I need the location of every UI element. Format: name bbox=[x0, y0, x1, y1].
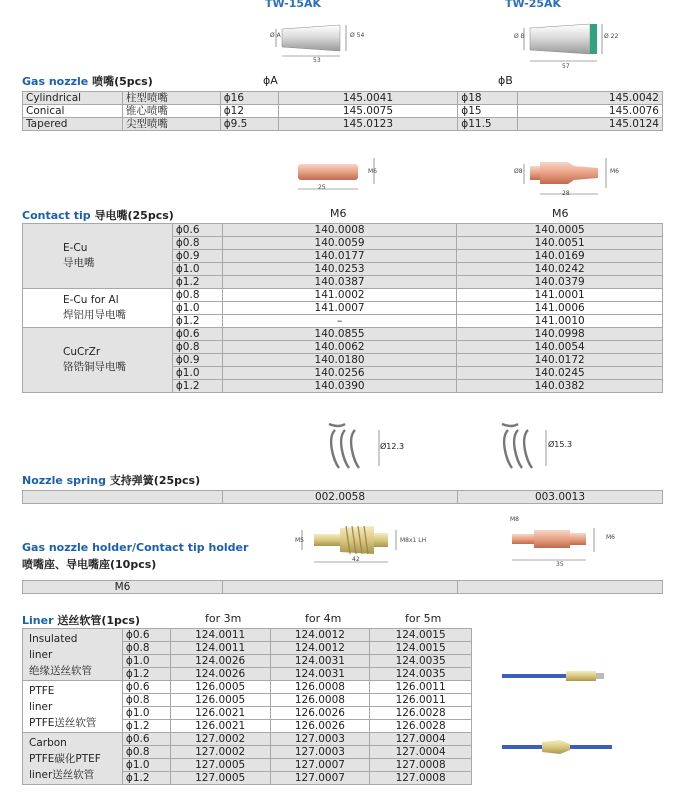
row-dia: ϕ0.6 bbox=[172, 224, 222, 237]
holder-b-len: 35 bbox=[556, 561, 564, 568]
tip-b-drawing bbox=[510, 150, 630, 206]
tip-a-drawing bbox=[290, 152, 400, 202]
row-part-5m: 124.0035 bbox=[370, 655, 472, 668]
row-part-b: 140.0998 bbox=[457, 328, 663, 341]
holder-b-m8: M8 bbox=[510, 516, 519, 523]
row-dia: ϕ1.2 bbox=[172, 380, 222, 393]
holder-a-m5: M5 bbox=[295, 537, 304, 544]
liner-col-5m: for 5m bbox=[405, 612, 442, 625]
table-row bbox=[23, 733, 472, 746]
model-b-title: TW-25AK bbox=[505, 0, 562, 10]
row-part-3m: 127.0005 bbox=[170, 772, 270, 785]
row-part-a: 140.0180 bbox=[222, 354, 457, 367]
row-part-b: 141.0001 bbox=[457, 289, 663, 302]
row-part-3m: 124.0011 bbox=[170, 629, 270, 642]
liner-title-cn: 送丝软管(1pcs) bbox=[57, 614, 140, 627]
row-part-b: 145.0124 bbox=[518, 118, 663, 131]
table-row bbox=[23, 629, 472, 642]
group-name-cn: 焊铝用导电嘴 bbox=[63, 309, 126, 321]
tip-a-thread: M6 bbox=[368, 168, 377, 175]
row-part-3m: 126.0021 bbox=[170, 720, 270, 733]
tip-group-label bbox=[23, 328, 173, 393]
nozzle-b-dim-22: Ø 22 bbox=[604, 33, 619, 40]
row-dia: ϕ0.8 bbox=[172, 289, 222, 302]
row-part-5m: 127.0004 bbox=[370, 746, 472, 759]
row-dia-b: ϕ11.5 bbox=[458, 118, 518, 131]
nozzle-b-dim-len: 57 bbox=[562, 63, 570, 70]
row-part-a: 140.0855 bbox=[222, 328, 457, 341]
row-part-3m: 126.0021 bbox=[170, 707, 270, 720]
row-part-4m: 127.0007 bbox=[270, 772, 370, 785]
row-part-3m: 126.0005 bbox=[170, 694, 270, 707]
row-part-5m: 124.0015 bbox=[370, 642, 472, 655]
row-part-5m: 126.0028 bbox=[370, 707, 472, 720]
row-name-en: Tapered bbox=[23, 118, 123, 131]
row-dia: ϕ1.2 bbox=[172, 276, 222, 289]
row-part-b: 140.0169 bbox=[457, 250, 663, 263]
row-part-a: 140.0177 bbox=[222, 250, 457, 263]
row-part-a: 145.0041 bbox=[278, 92, 458, 105]
row-part-3m: 127.0002 bbox=[170, 733, 270, 746]
row-part-4m: 126.0026 bbox=[270, 720, 370, 733]
row-dia: ϕ0.6 bbox=[172, 328, 222, 341]
row-part-b: 140.0379 bbox=[457, 276, 663, 289]
row-part-4m: 126.0008 bbox=[270, 694, 370, 707]
contact-tip-title-cn: 导电嘴(25pcs) bbox=[94, 209, 174, 222]
row-part-a: 140.0059 bbox=[222, 237, 457, 250]
row-part-5m: 124.0015 bbox=[370, 629, 472, 642]
row-dia: ϕ1.0 bbox=[122, 707, 170, 720]
gas-nozzle-heading bbox=[22, 73, 153, 89]
holder-a-m8: M8x1 LH bbox=[400, 537, 427, 544]
row-part-3m: 124.0026 bbox=[170, 655, 270, 668]
group-name-line: liner送丝软管 bbox=[29, 768, 95, 781]
row-dia: ϕ0.8 bbox=[122, 694, 170, 707]
row-dia: ϕ1.2 bbox=[122, 772, 170, 785]
tip-group-label bbox=[23, 289, 173, 328]
nozzle-a-dim-b: Ø 54 bbox=[350, 32, 365, 39]
tip-group-label bbox=[23, 224, 173, 289]
liner-group-label bbox=[23, 681, 123, 733]
row-dia-b: ϕ15 bbox=[458, 105, 518, 118]
group-name-line: PTFE bbox=[29, 684, 55, 697]
row-part-b: 140.0382 bbox=[457, 380, 663, 393]
liner-table bbox=[22, 628, 472, 785]
row-part-b: 145.0076 bbox=[518, 105, 663, 118]
row-part-5m: 126.0011 bbox=[370, 681, 472, 694]
table-row bbox=[23, 92, 663, 105]
liner-col-4m: for 4m bbox=[305, 612, 342, 625]
nozzle-a-dim-a: Ø A bbox=[270, 32, 281, 39]
row-part-3m: 127.0005 bbox=[170, 759, 270, 772]
row-part-5m: 126.0028 bbox=[370, 720, 472, 733]
row-part-a: 141.0007 bbox=[222, 302, 457, 315]
row-part-a: 140.0062 bbox=[222, 341, 457, 354]
row-part-a: 140.0390 bbox=[222, 380, 457, 393]
nozzle-a-dim-len: 53 bbox=[313, 57, 321, 64]
row-dia: ϕ0.8 bbox=[172, 341, 222, 354]
row-part-5m: 127.0004 bbox=[370, 733, 472, 746]
group-name-en: E-Cu bbox=[63, 242, 88, 254]
liner-group-label bbox=[23, 733, 123, 785]
liner-heading bbox=[22, 612, 140, 628]
row-dia: ϕ0.8 bbox=[172, 237, 222, 250]
nozzle-spring-table bbox=[22, 490, 663, 504]
holder-table bbox=[22, 580, 663, 594]
group-name-line: 绝缘送丝软管 bbox=[29, 664, 92, 677]
gas-nozzle-table bbox=[22, 91, 663, 131]
row-part-4m: 124.0012 bbox=[270, 642, 370, 655]
liner-col-3m: for 3m bbox=[205, 612, 242, 625]
row-part-b: 141.0010 bbox=[457, 315, 663, 328]
row-dia-a: ϕ9.5 bbox=[220, 118, 278, 131]
row-part-4m: 127.0007 bbox=[270, 759, 370, 772]
nozzle-spring-title-en: Nozzle spring bbox=[22, 474, 106, 487]
row-part-4m: 127.0003 bbox=[270, 733, 370, 746]
group-name-line: Carbon bbox=[29, 736, 67, 749]
row-part-3m: 124.0026 bbox=[170, 668, 270, 681]
row-part-3m: 127.0002 bbox=[170, 746, 270, 759]
row-dia: ϕ1.0 bbox=[172, 263, 222, 276]
liner-title-en: Liner bbox=[22, 614, 54, 627]
spring-a-part: 002.0058 bbox=[223, 491, 458, 504]
row-dia: ϕ0.9 bbox=[172, 250, 222, 263]
table-row bbox=[23, 328, 663, 341]
nozzle-col-b: ϕB bbox=[498, 74, 513, 87]
holder-thread: M6 bbox=[23, 581, 223, 594]
group-name-en: CuCrZr bbox=[63, 346, 101, 358]
row-name-en: Cylindrical bbox=[23, 92, 123, 105]
spring-a-drawing bbox=[325, 420, 375, 475]
row-part-a: 140.0387 bbox=[222, 276, 457, 289]
group-name-en: E-Cu for Al bbox=[63, 294, 119, 306]
row-dia: ϕ1.2 bbox=[122, 720, 170, 733]
row-dia-a: ϕ12 bbox=[220, 105, 278, 118]
row-dia: ϕ0.6 bbox=[122, 681, 170, 694]
tip-b-dia: Ø8 bbox=[514, 168, 523, 175]
holder-a-len: 42 bbox=[352, 556, 360, 563]
row-part-b: 140.0242 bbox=[457, 263, 663, 276]
row-part-a: 145.0123 bbox=[278, 118, 458, 131]
nozzle-spring-heading bbox=[22, 472, 200, 488]
group-name-cn: 铬锆铜导电嘴 bbox=[63, 361, 126, 373]
group-name-cn: 导电嘴 bbox=[63, 257, 95, 269]
row-dia: ϕ0.6 bbox=[122, 629, 170, 642]
group-name-line: PTFE碳化PTEF bbox=[29, 752, 101, 765]
row-part-3m: 124.0011 bbox=[170, 642, 270, 655]
group-name-line: PTFE送丝软管 bbox=[29, 716, 97, 729]
row-part-4m: 124.0012 bbox=[270, 629, 370, 642]
row-part-b: 140.0005 bbox=[457, 224, 663, 237]
row-part-4m: 126.0026 bbox=[270, 707, 370, 720]
row-part-4m: 126.0008 bbox=[270, 681, 370, 694]
nozzle-spring-title-cn: 支持弹簧(25pcs) bbox=[109, 474, 201, 487]
table-row bbox=[23, 224, 663, 237]
row-dia-b: ϕ18 bbox=[458, 92, 518, 105]
row-part-b: 140.0051 bbox=[457, 237, 663, 250]
table-row bbox=[23, 289, 663, 302]
holder-b-m6: M6 bbox=[606, 534, 615, 541]
row-part-4m: 124.0031 bbox=[270, 668, 370, 681]
row-dia: ϕ1.0 bbox=[172, 302, 222, 315]
nozzle-b-dim-b: Ø B bbox=[514, 33, 525, 40]
tip-col-b: M6 bbox=[552, 207, 569, 220]
contact-tip-table bbox=[22, 223, 663, 393]
tip-col-a: M6 bbox=[330, 207, 347, 220]
tip-b-len: 28 bbox=[562, 190, 570, 197]
row-dia: ϕ1.0 bbox=[122, 759, 170, 772]
row-part-a: 140.0008 bbox=[222, 224, 457, 237]
row-dia-a: ϕ16 bbox=[220, 92, 278, 105]
liner-group-label bbox=[23, 629, 123, 681]
row-dia: ϕ0.6 bbox=[122, 733, 170, 746]
row-part-5m: 124.0035 bbox=[370, 668, 472, 681]
row-part-a: 141.0002 bbox=[222, 289, 457, 302]
row-name-cn: 柱型喷嘴 bbox=[122, 92, 220, 105]
row-part-3m: 126.0005 bbox=[170, 681, 270, 694]
row-dia: ϕ1.0 bbox=[122, 655, 170, 668]
liner-insulated-drawing bbox=[500, 664, 620, 688]
row-dia: ϕ0.8 bbox=[122, 642, 170, 655]
row-part-a: 140.0253 bbox=[222, 263, 457, 276]
row-name-en: Conical bbox=[23, 105, 123, 118]
row-dia: ϕ1.0 bbox=[172, 367, 222, 380]
spring-b-part: 003.0013 bbox=[458, 491, 663, 504]
group-name-line: liner bbox=[29, 648, 53, 661]
row-part-5m: 127.0008 bbox=[370, 772, 472, 785]
nozzle-a-drawing bbox=[268, 18, 378, 66]
row-part-a: 140.0256 bbox=[222, 367, 457, 380]
tip-b-thread: M6 bbox=[610, 168, 619, 175]
row-part-b: 140.0245 bbox=[457, 367, 663, 380]
row-dia: ϕ1.2 bbox=[172, 315, 222, 328]
spring-a-dia: Ø12.3 bbox=[380, 442, 405, 451]
row-part-b: 140.0054 bbox=[457, 341, 663, 354]
liner-carbon-drawing bbox=[500, 734, 620, 762]
group-name-line: liner bbox=[29, 700, 53, 713]
row-part-4m: 124.0031 bbox=[270, 655, 370, 668]
gas-nozzle-title-cn: 喷嘴(5pcs) bbox=[92, 75, 153, 88]
contact-tip-title-en: Contact tip bbox=[22, 209, 91, 222]
row-part-5m: 126.0011 bbox=[370, 694, 472, 707]
group-name-line: Insulated bbox=[29, 632, 78, 645]
holder-heading-en: Gas nozzle holder/Contact tip holder bbox=[22, 541, 249, 554]
contact-tip-heading bbox=[22, 207, 174, 223]
row-dia: ϕ0.9 bbox=[172, 354, 222, 367]
row-name-cn: 锥心喷嘴 bbox=[122, 105, 220, 118]
row-name-cn: 尖型喷嘴 bbox=[122, 118, 220, 131]
row-dia: ϕ1.2 bbox=[122, 668, 170, 681]
table-row bbox=[23, 681, 472, 694]
nozzle-col-a: ϕA bbox=[263, 74, 278, 87]
nozzle-b-drawing bbox=[510, 16, 620, 70]
holder-a-drawing bbox=[292, 520, 442, 570]
row-part-5m: 127.0008 bbox=[370, 759, 472, 772]
spring-b-dia: Ø15.3 bbox=[548, 440, 573, 449]
table-row bbox=[23, 105, 663, 118]
table-row bbox=[23, 118, 663, 131]
holder-heading-cn: 喷嘴座、导电嘴座(10pcs) bbox=[22, 558, 157, 571]
row-part-b: 140.0172 bbox=[457, 354, 663, 367]
row-dia: ϕ0.8 bbox=[122, 746, 170, 759]
row-part-b: 145.0042 bbox=[518, 92, 663, 105]
row-part-a: 145.0075 bbox=[278, 105, 458, 118]
tip-a-len: 25 bbox=[318, 184, 326, 191]
gas-nozzle-title-en: Gas nozzle bbox=[22, 75, 89, 88]
row-part-4m: 127.0003 bbox=[270, 746, 370, 759]
row-part-b: 141.0006 bbox=[457, 302, 663, 315]
model-a-title: TW-15AK bbox=[265, 0, 322, 10]
row-part-a: – bbox=[222, 315, 457, 328]
